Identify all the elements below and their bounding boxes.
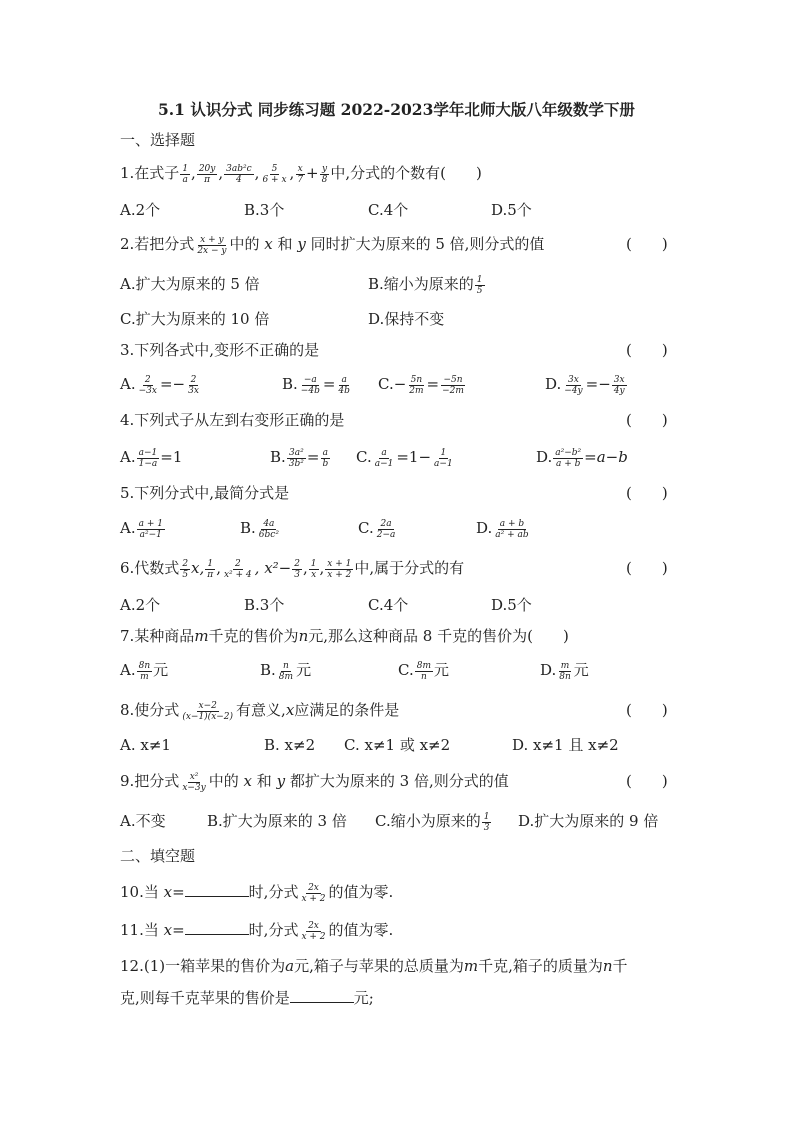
question-5: 5.下列分式中,最简分式是 <box>120 484 290 502</box>
q4-option-c[interactable]: C. $\frac{a}{a-1}$ =1− $\frac{1}{a-1}$ <box>356 447 453 469</box>
question-6: 6.代数式 $\frac{2}{5}$ x, $\frac{1}{\pi}$ , $\frac{2}{\text{x² + 4}}$ , x²− $\frac{2}{3}$ , $\frac{1}{x}$ , $\frac{x + 1}{x + 2}$ 中,属于分式的有 <box>120 558 465 580</box>
q1-option-c[interactable]: C.4个 <box>368 201 409 219</box>
q5-option-d[interactable]: D. $\frac{a + b}{\text{a² + ab}}$ <box>476 518 529 540</box>
q1-option-d[interactable]: D.5个 <box>491 201 532 219</box>
question-8: 8.使分式 $\frac{x-2}{(x-1)(x-2)}$ 有意义,x应满足的条件是 <box>120 700 400 722</box>
q4-option-d[interactable]: D. $\frac{\text{a²−b²}}{a + b}$ =a−b <box>536 447 628 469</box>
q8-option-d[interactable]: D. x≠1 且 x≠2 <box>512 736 619 754</box>
page-title: 5.1 认识分式 同步练习题 2022-2023学年北师大版八年级数学下册 <box>158 100 635 119</box>
q2-answer-paren: ( ) <box>626 235 668 253</box>
question-11: 11.当 x= 时,分式 $\frac{2x}{x + 2}$ 的值为零. <box>120 920 394 942</box>
q4-option-b[interactable]: B. $\frac{\text{3a²}}{\text{3b²}}$ = $\frac{a}{b}$ <box>270 447 329 469</box>
q9-option-c[interactable]: C.缩小为原来的 $\frac{1}{3}$ <box>375 811 490 833</box>
q7-option-a[interactable]: A. $\frac{8n}{m}$ 元 <box>120 660 169 682</box>
q3-option-c[interactable]: C.− $\frac{5n}{2m}$ = $\frac{-5n}{-2m}$ <box>378 374 464 396</box>
q8-answer-paren: ( ) <box>626 701 668 719</box>
q2-option-a[interactable]: A.扩大为原来的 5 倍 <box>120 275 260 293</box>
q9-option-a[interactable]: A.不变 <box>120 812 166 830</box>
q3-answer-paren: ( ) <box>626 341 668 359</box>
q8-option-c[interactable]: C. x≠1 或 x≠2 <box>344 736 451 754</box>
q7-option-d[interactable]: D. $\frac{m}{8n}$ 元 <box>540 660 589 682</box>
q6-option-d[interactable]: D.5个 <box>491 596 532 614</box>
section-heading-fill: 二、填空题 <box>120 847 196 865</box>
q2-option-c[interactable]: C.扩大为原来的 10 倍 <box>120 310 270 328</box>
q12-answer-blank[interactable] <box>290 988 354 1003</box>
question-4: 4.下列式子从左到右变形正确的是 <box>120 411 345 429</box>
question-12-line-2: 克,则每千克苹果的售价是 元; <box>120 989 374 1007</box>
q6-option-b[interactable]: B.3个 <box>244 596 285 614</box>
q4-answer-paren: ( ) <box>626 411 668 429</box>
q2-option-d[interactable]: D.保持不变 <box>368 310 445 328</box>
question-10: 10.当 x= 时,分式 $\frac{2x}{x + 2}$ 的值为零. <box>120 882 394 904</box>
q7-option-c[interactable]: C. $\frac{8m}{n}$ 元 <box>398 660 449 682</box>
q11-answer-blank[interactable] <box>185 920 249 935</box>
question-1: 1.在式子 $\frac{1}{a}$ , $\frac{20y}{\pi}$ , $\frac{\text{3ab²c}}{4}$ , $\frac{5}{6 + x}$ , $\frac{x}{7}$ + $\frac{y}{8}$ 中,分式的个数有( ) <box>120 163 482 185</box>
q9-answer-paren: ( ) <box>626 772 668 790</box>
question-7: 7.某种商品m千克的售价为n元,那么这种商品 8 千克的售价为( ) <box>120 627 569 645</box>
question-9: 9.把分式 $\frac{\text{x²}}{x-3y}$ 中的 x 和 y 都扩大为原来的 3 倍,则分式的值 <box>120 771 509 793</box>
q3-option-d[interactable]: D. $\frac{3x}{-4y}$ =− $\frac{3x}{4y}$ <box>545 374 625 396</box>
q8-option-b[interactable]: B. x≠2 <box>264 736 316 754</box>
q5-answer-paren: ( ) <box>626 484 668 502</box>
q10-answer-blank[interactable] <box>185 882 249 897</box>
q9-option-d[interactable]: D.扩大为原来的 9 倍 <box>518 812 659 830</box>
q1-option-a[interactable]: A.2个 <box>120 201 161 219</box>
q6-option-c[interactable]: C.4个 <box>368 596 409 614</box>
q4-option-a[interactable]: A. $\frac{a-1}{1-a}$ =1 <box>120 447 183 469</box>
q5-option-c[interactable]: C. $\frac{2a}{2-a}$ <box>358 518 396 540</box>
section-heading-choice: 一、选择题 <box>120 131 196 149</box>
q5-option-a[interactable]: A. $\frac{a + 1}{\text{a²−1}}$ <box>120 518 163 540</box>
q6-option-a[interactable]: A.2个 <box>120 596 161 614</box>
question-12-line-1: 12.(1)一箱苹果的售价为a元,箱子与苹果的总质量为m千克,箱子的质量为n千 <box>120 957 628 975</box>
question-3: 3.下列各式中,变形不正确的是 <box>120 341 320 359</box>
q2-option-b[interactable]: B.缩小为原来的 $\frac{1}{5}$ <box>368 274 483 296</box>
q1-option-b[interactable]: B.3个 <box>244 201 285 219</box>
q3-option-a[interactable]: A. $\frac{2}{-3x}$ =− $\frac{2}{3x}$ <box>120 374 199 396</box>
q9-option-b[interactable]: B.扩大为原来的 3 倍 <box>207 812 347 830</box>
q7-option-b[interactable]: B. $\frac{n}{8m}$ 元 <box>260 660 312 682</box>
q6-answer-paren: ( ) <box>626 559 668 577</box>
q8-option-a[interactable]: A. x≠1 <box>120 736 171 754</box>
q3-option-b[interactable]: B. $\frac{-a}{-4b}$ = $\frac{a}{4b}$ <box>282 374 350 396</box>
q5-option-b[interactable]: B. $\frac{4a}{\text{6bc²}}$ <box>240 518 279 540</box>
question-2: 2.若把分式 $\frac{x + y}{2x - y}$ 中的 x 和 y 同时扩大为原来的 5 倍,则分式的值 <box>120 234 545 256</box>
